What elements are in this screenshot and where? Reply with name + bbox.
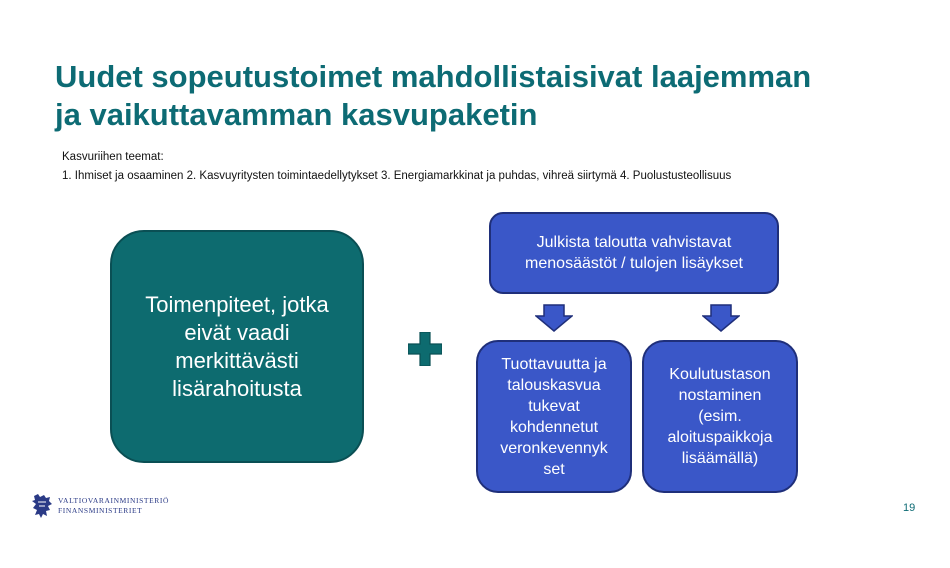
- savings-box-line: menosäästöt / tulojen lisäykset: [525, 255, 743, 272]
- ministry-name-finnish: VALTIOVARAINMINISTERIÖ: [58, 496, 169, 505]
- measures-box-line: Toimenpiteet, jotka: [145, 291, 329, 317]
- measures-box-line: merkittävästi: [175, 347, 299, 373]
- tax-relief-box-line: veronkevennyk: [500, 439, 608, 457]
- education-box-line: lisäämällä): [681, 450, 759, 467]
- themes-text: 1. Ihmiset ja osaaminen 2. Kasvuyritysten toimintaedellytykset 3. Energiamarkkinat ja puhdas, vihreä siirtymä 4. Puolustusteollisuus: [62, 170, 732, 182]
- slide-title-line1: Uudet sopeutustoimet mahdollistaisivat laajemman: [55, 59, 812, 94]
- ministry-name-swedish: FINANSMINISTERIET: [58, 506, 143, 515]
- education-box-line: nostaminen: [678, 387, 762, 404]
- education-box-line: Koulutustason: [669, 366, 771, 383]
- slide-title: [55, 58, 935, 134]
- plus-icon: [408, 332, 442, 366]
- themes-label: Kasvuriihen teemat:: [62, 151, 164, 163]
- page-number: 19: [903, 502, 916, 514]
- measures-box-line: eivät vaadi: [184, 319, 290, 345]
- tax-relief-box-line: tukevat: [528, 397, 580, 415]
- tax-relief-box-line: Tuottavuutta ja: [501, 355, 607, 373]
- slide-title-line2: ja vaikuttavamman kasvupaketin: [55, 97, 538, 132]
- tax-relief-box-line: kohdennetut: [509, 418, 599, 436]
- down-arrow-icon: [535, 304, 573, 332]
- down-arrow-icon: [702, 304, 740, 332]
- measures-box: [110, 230, 364, 463]
- savings-box: [489, 212, 779, 294]
- tax-relief-box: [476, 340, 632, 493]
- savings-box-line: Julkista taloutta vahvistavat: [536, 234, 732, 251]
- education-box: [642, 340, 798, 493]
- lion-crest-icon: [30, 492, 54, 520]
- tax-relief-box-line: talouskasvua: [507, 376, 601, 394]
- education-box-line: (esim.: [698, 408, 742, 425]
- tax-relief-box-line: set: [543, 460, 565, 478]
- education-box-line: aloituspaikkoja: [667, 429, 773, 446]
- measures-box-line: lisärahoitusta: [172, 375, 302, 401]
